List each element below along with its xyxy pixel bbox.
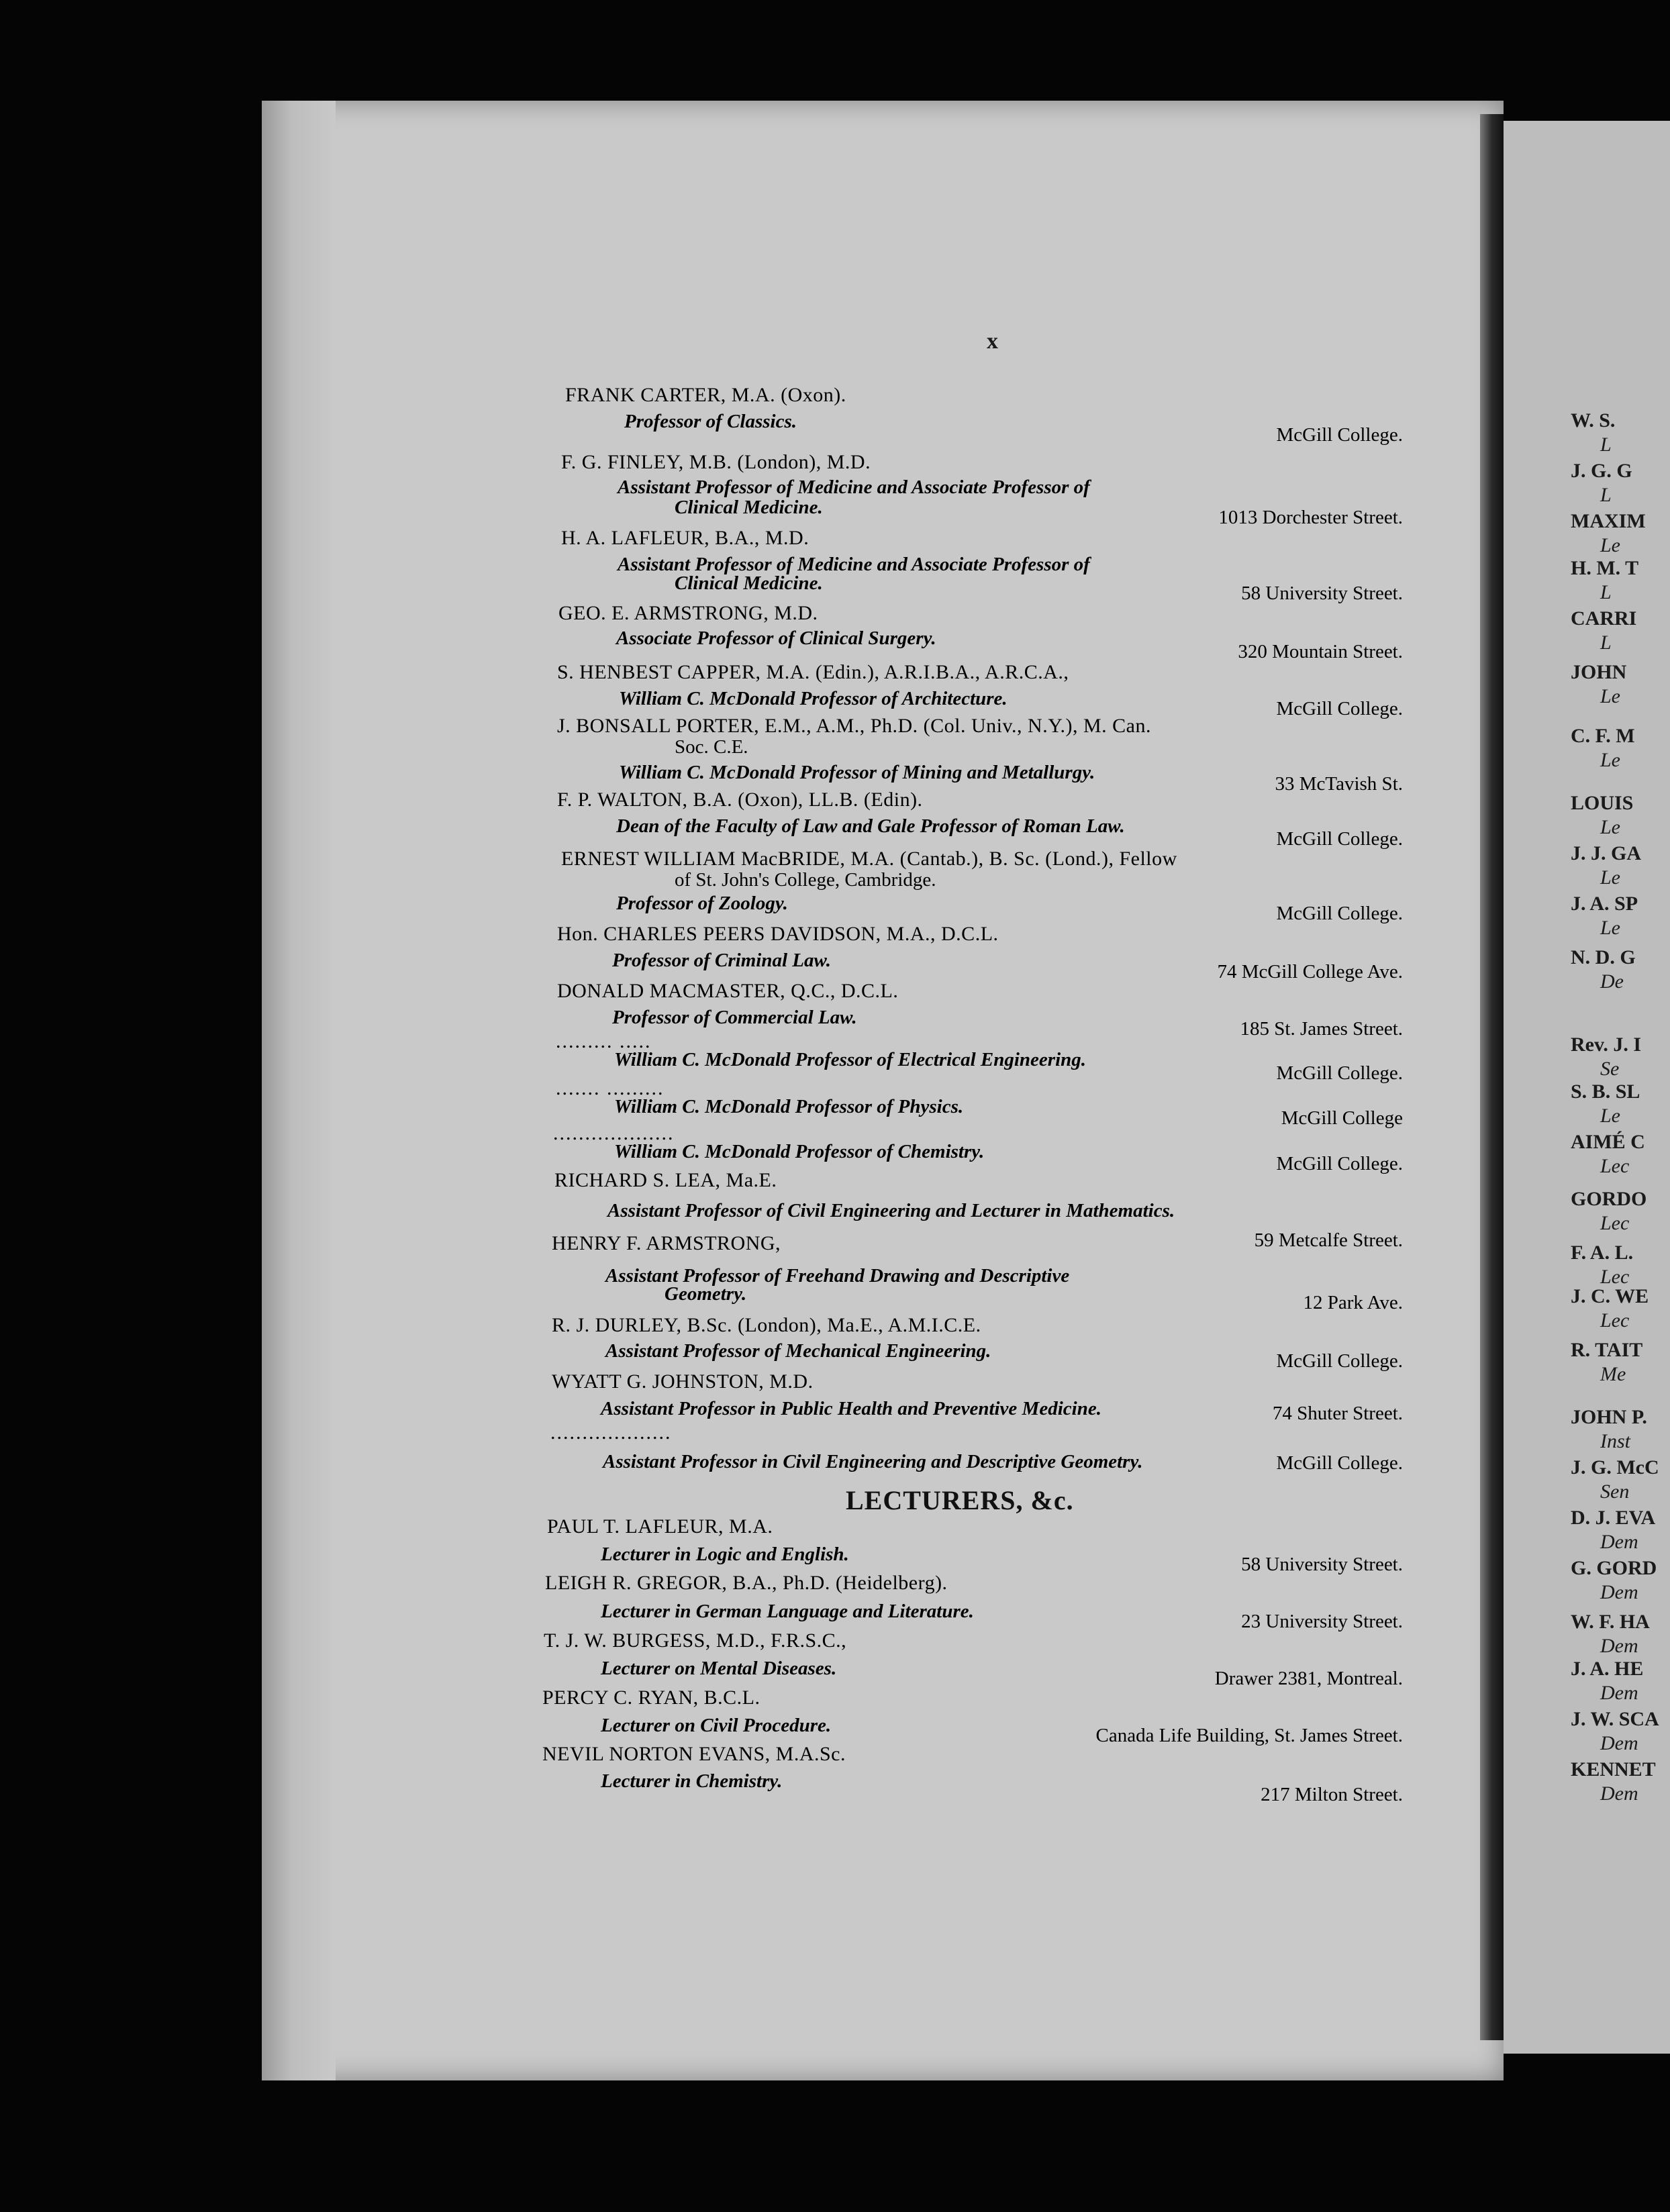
faculty-address: McGill College. — [1276, 1153, 1403, 1174]
faculty-address: McGill College. — [1276, 1350, 1403, 1372]
faculty-name-cont: Soc. C.E. — [675, 736, 748, 758]
lecturer-name: PERCY C. RYAN, B.C.L. — [542, 1687, 760, 1709]
right-page-name-fragment: W. F. HA — [1571, 1611, 1650, 1633]
faculty-title: William C. McDonald Professor of Architecture. — [619, 688, 1008, 709]
right-page-title-fragment: Le — [1600, 685, 1620, 707]
right-page-name-fragment: N. D. G — [1571, 946, 1636, 968]
faculty-name: R. J. DURLEY, B.Sc. (London), Ma.E., A.M.I.C.E. — [552, 1314, 981, 1336]
faculty-title: Assistant Professor of Mechanical Engineering. — [605, 1340, 991, 1362]
faculty-name: F. G. FINLEY, M.B. (London), M.D. — [561, 451, 871, 473]
lecturer-title: Lecturer in Logic and English. — [601, 1544, 849, 1565]
right-page-name-fragment: AIMÉ C — [1571, 1131, 1645, 1153]
faculty-name: J. BONSALL PORTER, E.M., A.M., Ph.D. (Col. Univ., N.Y.), M. Can. — [557, 715, 1151, 737]
right-page-title-fragment: Dem — [1600, 1581, 1638, 1603]
right-page-title-fragment: Dem — [1600, 1732, 1638, 1754]
faculty-address: 33 McTavish St. — [1275, 773, 1403, 795]
right-page-title-fragment: Lec — [1600, 1212, 1630, 1234]
book-gutter — [1480, 114, 1504, 2040]
right-page-name-fragment: S. B. SL — [1571, 1080, 1640, 1103]
faculty-address: McGill College. — [1276, 1452, 1403, 1474]
right-page-name-fragment: J. C. WE — [1571, 1285, 1649, 1307]
right-page-name-fragment: CARRI — [1571, 607, 1637, 630]
right-page-title-fragment: Lec — [1600, 1266, 1630, 1288]
faculty-title: William C. McDonald Professor of Mining and Metallurgy. — [619, 762, 1095, 783]
right-page-title-fragment: Dem — [1600, 1531, 1638, 1553]
right-page-title-fragment: L — [1600, 434, 1612, 456]
right-page-title-fragment: Lec — [1600, 1155, 1630, 1177]
faculty-title: Professor of Classics. — [624, 411, 797, 432]
faculty-name: WYATT G. JOHNSTON, M.D. — [552, 1370, 814, 1393]
right-page-name-fragment: LOUIS — [1571, 792, 1634, 814]
faculty-address: McGill College. — [1276, 424, 1403, 446]
faculty-address: McGill College. — [1276, 698, 1403, 719]
right-page-name-fragment: KENNET — [1571, 1758, 1656, 1780]
right-page-name-fragment: G. GORD — [1571, 1557, 1657, 1579]
faculty-name: Hon. CHARLES PEERS DAVIDSON, M.A., D.C.L. — [557, 923, 999, 945]
right-page-name-fragment: W. S. — [1571, 409, 1616, 432]
faculty-title: Assistant Professor of Medicine and Associate Professor of — [618, 554, 1090, 575]
right-page-title-fragment: Le — [1600, 749, 1620, 771]
right-page-name-fragment: J. W. SCA — [1571, 1708, 1659, 1730]
faculty-address: 74 McGill College Ave. — [1217, 961, 1403, 983]
faculty-address: 1013 Dorchester Street. — [1218, 507, 1403, 528]
right-page-title-fragment: Dem — [1600, 1782, 1638, 1805]
lecturer-address: Canada Life Building, St. James Street. — [1095, 1725, 1403, 1746]
faculty-title: Assistant Professor of Freehand Drawing and Descriptive — [605, 1265, 1070, 1287]
faculty-name: RICHARD S. LEA, Ma.E. — [554, 1169, 777, 1191]
right-page-name-fragment: J. A. SP — [1571, 893, 1638, 915]
faculty-title-cont: Geometry. — [665, 1283, 747, 1305]
faculty-title: Professor of Zoology. — [616, 893, 788, 914]
right-page-title-fragment: Lec — [1600, 1309, 1630, 1331]
vacant-position-dots: ................... — [553, 1122, 675, 1144]
right-page-name-fragment: Rev. J. I — [1571, 1034, 1641, 1056]
right-page-name-fragment: C. F. M — [1571, 725, 1635, 747]
lecturer-name: T. J. W. BURGESS, M.D., F.R.S.C., — [544, 1629, 847, 1652]
right-page-name-fragment: H. M. T — [1571, 557, 1639, 579]
lecturers-heading: LECTURERS, &c. — [846, 1485, 1074, 1515]
right-page-name-fragment: MAXIM — [1571, 510, 1646, 532]
vacant-position-dots: ................... — [550, 1421, 672, 1444]
faculty-title: Assistant Professor of Civil Engineering and Lecturer in Mathematics. — [607, 1200, 1175, 1221]
right-page-name-fragment: J. G. G — [1571, 460, 1632, 482]
faculty-name: GEO. E. ARMSTRONG, M.D. — [558, 602, 818, 624]
faculty-title: Assistant Professor of Medicine and Associate Professor of — [618, 476, 1090, 498]
faculty-address: McGill College — [1281, 1107, 1403, 1129]
right-page-title-fragment: Inst — [1600, 1430, 1630, 1452]
faculty-name: H. A. LAFLEUR, B.A., M.D. — [561, 527, 809, 549]
right-page-name-fragment: JOHN — [1571, 661, 1627, 683]
right-page-title-fragment: L — [1600, 632, 1612, 654]
right-page-title-fragment: Se — [1600, 1058, 1620, 1080]
lecturer-title: Lecturer in German Language and Literature. — [601, 1601, 974, 1622]
faculty-address: 12 Park Ave. — [1303, 1292, 1403, 1313]
right-page-title-fragment: L — [1600, 581, 1612, 603]
faculty-title: William C. McDonald Professor of Chemistry. — [614, 1141, 985, 1162]
right-page-title-fragment: Dem — [1600, 1682, 1638, 1704]
right-page-name-fragment: J. J. GA — [1571, 842, 1641, 864]
right-page-title-fragment: Le — [1600, 1105, 1620, 1127]
faculty-name: S. HENBEST CAPPER, M.A. (Edin.), A.R.I.B.A., A.R.C.A., — [557, 661, 1069, 683]
faculty-address: McGill College. — [1276, 828, 1403, 850]
faculty-title: Assistant Professor in Public Health and Preventive Medicine. — [601, 1398, 1101, 1419]
faculty-title: Dean of the Faculty of Law and Gale Professor of Roman Law. — [616, 815, 1125, 837]
faculty-title: Professor of Commercial Law. — [612, 1007, 857, 1028]
faculty-title: William C. McDonald Professor of Physics. — [614, 1096, 964, 1117]
right-page-title-fragment: Sen — [1600, 1480, 1630, 1503]
right-page-title-fragment: Le — [1600, 534, 1620, 556]
faculty-address: 74 Shuter Street. — [1272, 1403, 1403, 1424]
faculty-address: 59 Metcalfe Street. — [1254, 1229, 1403, 1251]
faculty-address: 58 University Street. — [1241, 583, 1403, 604]
page-edge-shadow — [262, 101, 336, 2080]
right-page-title-fragment: Le — [1600, 816, 1620, 838]
lecturer-address: Drawer 2381, Montreal. — [1214, 1668, 1403, 1689]
right-page-title-fragment: Me — [1600, 1363, 1626, 1385]
faculty-address: 185 St. James Street. — [1240, 1018, 1403, 1040]
vacant-position-dots: ....... ......... — [556, 1077, 665, 1099]
faculty-name: HENRY F. ARMSTRONG, — [552, 1232, 781, 1254]
right-page-name-fragment: J. G. McC — [1571, 1456, 1659, 1478]
vacant-position-dots: ......... ..... — [556, 1030, 652, 1052]
faculty-title: Professor of Criminal Law. — [612, 950, 832, 971]
lecturer-address: 217 Milton Street. — [1261, 1784, 1403, 1805]
right-page-name-fragment: F. A. L. — [1571, 1242, 1634, 1264]
right-page-name-fragment: J. A. HE — [1571, 1658, 1644, 1680]
lecturer-address: 23 University Street. — [1241, 1611, 1403, 1632]
right-page-name-fragment: D. J. EVA — [1571, 1507, 1656, 1529]
faculty-name: ERNEST WILLIAM MacBRIDE, M.A. (Cantab.), B. Sc. (Lond.), Fellow — [561, 848, 1177, 870]
faculty-name: F. P. WALTON, B.A. (Oxon), LL.B. (Edin). — [557, 789, 923, 811]
faculty-title-cont: Clinical Medicine. — [675, 497, 823, 518]
faculty-name: DONALD MACMASTER, Q.C., D.C.L. — [557, 980, 899, 1002]
right-page-title-fragment: Le — [1600, 917, 1620, 939]
faculty-address: McGill College. — [1276, 903, 1403, 924]
lecturer-title: Lecturer on Mental Diseases. — [601, 1658, 837, 1679]
lecturer-name: NEVIL NORTON EVANS, M.A.Sc. — [542, 1743, 846, 1765]
faculty-title: William C. McDonald Professor of Electrical Engineering. — [614, 1049, 1087, 1070]
lecturer-address: 58 University Street. — [1241, 1554, 1403, 1575]
lecturer-name: LEIGH R. GREGOR, B.A., Ph.D. (Heidelberg). — [545, 1572, 948, 1594]
faculty-name-cont: of St. John's College, Cambridge. — [675, 869, 936, 891]
right-page-name-fragment: GORDO — [1571, 1188, 1647, 1210]
right-page-title-fragment: L — [1600, 484, 1612, 506]
lecturer-name: PAUL T. LAFLEUR, M.A. — [547, 1515, 773, 1538]
faculty-address: 320 Mountain Street. — [1238, 641, 1403, 662]
faculty-address: McGill College. — [1276, 1062, 1403, 1084]
page-number: x — [987, 329, 998, 354]
right-page-title-fragment: De — [1600, 970, 1624, 993]
right-page-title-fragment: Dem — [1600, 1635, 1638, 1657]
faculty-name: FRANK CARTER, M.A. (Oxon). — [565, 384, 846, 406]
right-page-name-fragment: R. TAIT — [1571, 1339, 1643, 1361]
lecturer-title: Lecturer on Civil Procedure. — [601, 1715, 832, 1736]
right-page-title-fragment: Le — [1600, 866, 1620, 889]
faculty-title: Associate Professor of Clinical Surgery. — [616, 627, 936, 649]
lecturer-title: Lecturer in Chemistry. — [601, 1770, 783, 1792]
faculty-title-cont: Clinical Medicine. — [675, 572, 823, 594]
right-page-name-fragment: JOHN P. — [1571, 1406, 1647, 1428]
faculty-title: Assistant Professor in Civil Engineering and Descriptive Geometry. — [603, 1451, 1143, 1472]
